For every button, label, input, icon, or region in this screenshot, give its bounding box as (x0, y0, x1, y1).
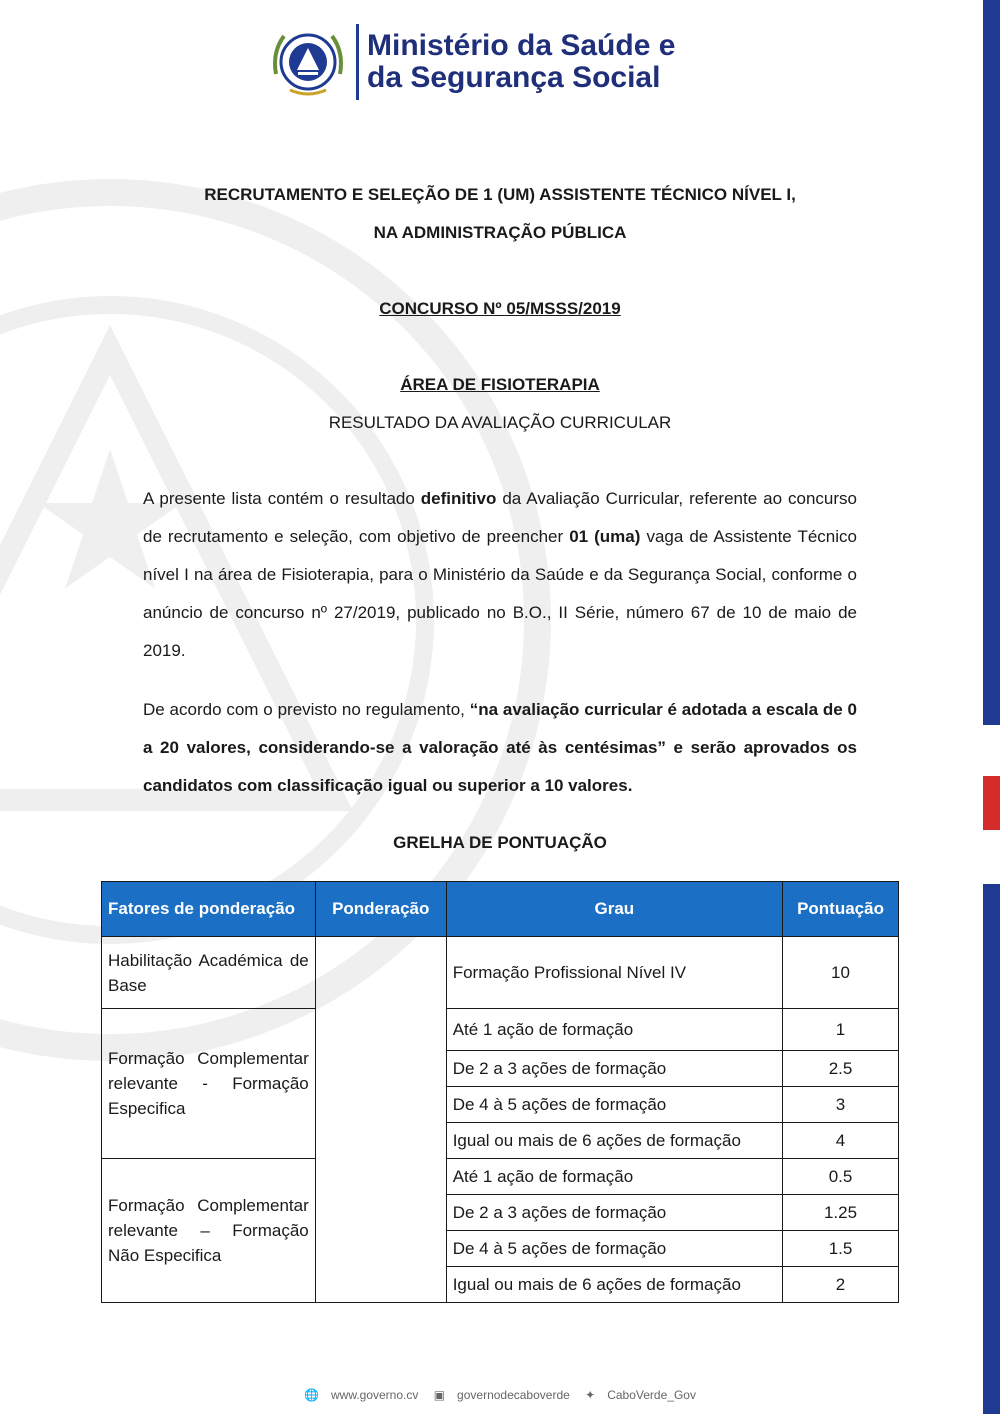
regulation-approval: e serão aprovados os candidatos com classificação igual ou superior a 10 valores. (143, 738, 857, 795)
table-header-row (102, 882, 899, 937)
ministry-name-line1: Ministério da Saúde e (367, 29, 676, 62)
pontuacao-cell: 10 (783, 937, 899, 1009)
header-pontuacao: Pontuação (783, 882, 899, 937)
grau-cell: De 4 à 5 ações de formação (446, 1231, 782, 1267)
title-line1: RECRUTAMENTO E SELEÇÃO DE 1 (UM) ASSISTENTE TÉCNICO NÍVEL I, (204, 185, 796, 204)
pontuacao-cell: 0.5 (783, 1159, 899, 1195)
factor-cell: Formação Complementar relevante – Formação Não Especifica (102, 1159, 316, 1303)
header-divider (356, 24, 359, 100)
twitter-icon: ✦ (585, 1388, 596, 1402)
globe-icon: 🌐 (304, 1388, 319, 1402)
side-bar-blue-top (983, 0, 1000, 725)
result-subtitle: RESULTADO DA AVALIAÇÃO CURRICULAR (328, 413, 672, 432)
footer (0, 1388, 1000, 1402)
table-row (102, 1009, 899, 1051)
factor-cell: Formação Complementar relevante - Formação Especifica (102, 1009, 316, 1159)
intro-paragraph (143, 480, 857, 670)
footer-facebook[interactable]: governodecaboverde (457, 1388, 570, 1402)
regulation-text: De acordo com o previsto no regulamento, (143, 700, 470, 719)
pontuacao-cell: 3 (783, 1087, 899, 1123)
regulation-quote: “na avaliação curricular é adotada a escala de 0 a 20 valores, considerando-se a valoração até às centésimas” (143, 700, 858, 757)
table-row (102, 937, 899, 1009)
pontuacao-cell: 1.5 (783, 1231, 899, 1267)
side-bar-red (983, 776, 1000, 830)
pontuacao-cell: 2 (783, 1267, 899, 1303)
grau-cell: Até 1 ação de formação (446, 1009, 782, 1051)
pontuacao-cell: 4 (783, 1123, 899, 1159)
title-line2: NA ADMINISTRAÇÃO PÚBLICA (373, 223, 627, 242)
ministry-name (367, 30, 675, 94)
pontuacao-cell: 2.5 (783, 1051, 899, 1087)
grau-cell: Formação Profissional Nível IV (446, 937, 782, 1009)
intro-text-2: da Avaliação Curricular, referente ao concurso de recrutamento e seleção, com objetivo de preencher (143, 489, 857, 546)
area-title: ÁREA DE FISIOTERAPIA (400, 375, 600, 394)
regulation-paragraph (143, 691, 857, 805)
intro-bold-2: 01 (uma) (569, 527, 641, 546)
concurso-number: CONCURSO Nº 05/MSSS/2019 (379, 299, 621, 318)
header-fatores: Fatores de ponderação (102, 882, 316, 937)
side-bar-blue-bottom (983, 884, 1000, 1414)
ministry-name-line2: da Segurança Social (367, 61, 661, 94)
grau-cell: Até 1 ação de formação (446, 1159, 782, 1195)
grau-cell: Igual ou mais de 6 ações de formação (446, 1123, 782, 1159)
grau-cell: De 4 à 5 ações de formação (446, 1087, 782, 1123)
footer-website[interactable]: www.governo.cv (330, 1388, 419, 1402)
intro-bold-1: definitivo (420, 489, 497, 508)
grau-cell: De 2 a 3 ações de formação (446, 1195, 782, 1231)
grid-title: GRELHA DE PONTUAÇÃO (393, 833, 607, 852)
intro-text-1: A presente lista contém o resultado (143, 489, 421, 508)
header-grau: Grau (446, 882, 782, 937)
ministry-header (268, 22, 675, 102)
grau-cell: De 2 a 3 ações de formação (446, 1051, 782, 1087)
ponderacao-cell (315, 937, 446, 1303)
grau-cell: Igual ou mais de 6 ações de formação (446, 1267, 782, 1303)
pontuacao-cell: 1.25 (783, 1195, 899, 1231)
factor-cell: Habilitação Académica de Base (102, 937, 316, 1009)
score-grid-table (101, 881, 899, 1303)
cabo-verde-seal-icon (268, 22, 348, 102)
footer-twitter[interactable]: CaboVerde_Gov (607, 1388, 696, 1402)
header-ponderacao: Ponderação (315, 882, 446, 937)
facebook-icon: ▣ (433, 1388, 446, 1402)
intro-text-3: vaga de Assistente Técnico nível I na área de Fisioterapia, para o Ministério da Saúde e da Segurança Social, conforme o anúncio de concurso nº 27/2019, publicado no B.O., II Série, número 67 de 10 de maio de 2019. (143, 527, 857, 660)
pontuacao-cell: 1 (783, 1009, 899, 1051)
table-row (102, 1159, 899, 1195)
